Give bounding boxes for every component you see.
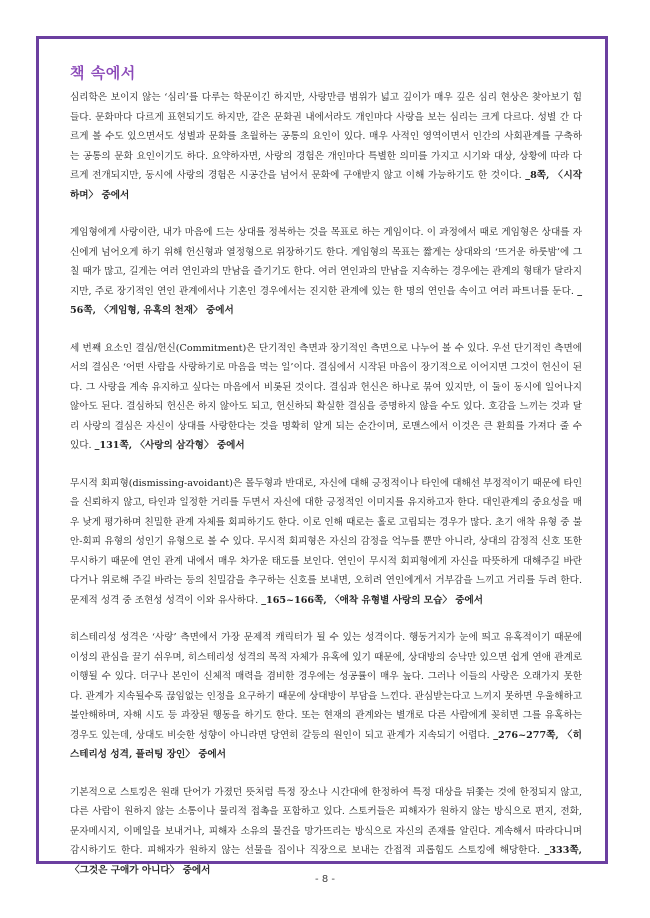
section-title: 책 속에서 <box>70 64 136 82</box>
excerpt-body: 세 번째 요소인 결심/헌신(Commitment)은 단기적인 측면과 장기적인 측면으로 나누어 볼 수 있다. 우선 단기적인 측면에서의 결심은 ‘어떤 사람을 사랑하기로 마음을 먹는 일’이다. 결심에서 시작된 마음이 장기적으로 이어지면 그것이 헌신이 된다. 그 사랑을 계속 유지하고 싶다는 마음에서 비롯된 것이다. 결심과 헌신은 하나로 묶여 있지만, 이 둘이 동시에 일어나지 않아도 된다. 결심하되 헌신은 하지 않아도 되고, 헌신하되 확실한 결심을 증명하지 않을 수도 있다. 호감을 느끼는 것과 달리 사랑의 결심은 자신이 상대를 사랑한다는 것을 명확히 알게 되는 순간이며, 로맨스에서 이것은 큰 환희를 가져다 줄 수 있다. <box>70 342 582 451</box>
excerpt-citation: _276~277쪽, 〈히스테리성 성격, 플러팅 장인〉 중에서 <box>70 729 582 760</box>
excerpt-body: 무시적 회피형(dismissing-avoidant)은 몰두형과 반대로, 자신에 대해 긍정적이나 타인에 대해선 부정적이기 때문에 타인을 신뢰하지 않고, 타인과 일정한 거리를 두면서 자신에 대한 긍정적인 이미지를 유지하고자 한다. 대인관계의 중요성을 매우 낮게 평가하며 친밀한 관계 자체를 회피하기도 한다. 이로 인해 때로는 홀로 고립되는 경우가 많다. 초기 애착 유형 중 불안-회피 유형의 성인기 유형으로 볼 수 있다. 무시적 회피형은 자신의 감정을 억누를 뿐만 아니라, 상대의 감정적 신호 또한 무시하기 때문에 연인 관계 내에서 매우 차가운 태도를 보인다. 연인이 무시적 회피형에게 자신을 따뜻하게 대해주길 바란다거나 위로해 주길 바라는 등의 친밀감을 추구하는 신호를 보내면, 오히려 연인에게서 거부감을 느끼고 거리를 두려 한다. 문제적 성격 중 조현성 성격이 이와 유사하다. <box>70 477 582 606</box>
excerpt-body: 심리학은 보이지 않는 ‘심리’를 다루는 학문이긴 하지만, 사랑만큼 범위가 넓고 깊이가 매우 깊은 심리 현상은 찾아보기 힘들다. 문화마다 다르게 표현되기도 하지만, 같은 문화권 내에서라도 개인마다 사랑을 보는 심리는 크게 다르다. 성별 간 다르게 볼 수도 있으면서도 성별과 문화를 초월하는 공통의 요인이 있다. 매우 사적인 영역이면서 인간의 사회관계를 구축하는 공통의 문화 요인이기도 하다. 요약하자면, 사랑의 경험은 개인마다 특별한 의미를 가지고 시기와 대상, 상황에 따라 다르게 전개되지만, 동시에 사랑의 경험은 시공간을 넘어서 문화에 구애받지 않고 이해 가능하기도 한 것이다. <box>70 92 582 181</box>
excerpt-body: 게임형에게 사랑이란, 내가 마음에 드는 상대를 정복하는 것을 목표로 하는 게임이다. 이 과정에서 때로 게임형은 상대를 자신에게 넘어오게 하기 위해 헌신형과 열정형으로 위장하기도 한다. 게임형의 목표는 짧게는 상대와의 ‘뜨거운 하룻밤’에 그칠 때가 많고, 길게는 여러 연인과의 만남을 즐기기도 한다. 여러 연인과의 만남을 지속하는 경우에는 관계의 형태가 달라지지만, 주로 장기적인 연인 관계에서나 기혼인 경우에서는 진지한 관계에 있는 한 명의 연인을 속이고 여러 파트너를 둔다. <box>70 227 582 297</box>
excerpt-citation: _56쪽, 〈게임형, 유혹의 천재〉 중에서 <box>70 285 582 316</box>
excerpt-paragraph-4 <box>70 474 582 611</box>
page-number: - 8 - <box>315 874 335 885</box>
excerpt-list <box>70 88 582 880</box>
excerpt-body: 기본적으로 스토킹은 원래 단어가 가졌던 뜻처럼 특정 장소나 시간대에 한정하여 특정 대상을 뒤쫓는 것에 한정되지 않고, 다른 사람이 원하지 않는 소통이나 물리적 접촉을 포함하고 있다. 스토커들은 피해자가 원하지 않는 방식으로 편지, 전화, 문자메시지, 이메일을 보내거나, 피해자 소유의 물건을 망가뜨리는 방식으로 자신의 존재를 알린다. 계속해서 따라다니며 감시하기도 한다. 피해자가 원하지 않는 선물을 집이나 직장으로 보내는 간접적 괴롭힘도 스토킹에 해당한다. <box>70 786 582 856</box>
excerpt-body: 히스테리성 성격은 ‘사랑’ 측면에서 가장 문제적 캐릭터가 될 수 있는 성격이다. 행동거지가 눈에 띄고 유혹적이기 때문에 이성의 관심을 끌기 쉬우며, 히스테리성 성격의 목적 자체가 유혹에 있기 때문에, 상대방의 승낙만 있으면 쉽게 연애 관계로 이행될 수 있다. 더구나 본인이 신체적 매력을 겸비한 경우에는 성공률이 매우 높다. 그러나 이들의 사랑은 오래가지 못한다. 관계가 지속될수록 끊임없는 인정을 요구하기 때문에 상대방이 부담을 느낀다. 관심받는다고 느끼지 못하면 우울해하고 불안해하며, 자해 시도 등 과장된 행동을 하기도 한다. 또는 현재의 관계와는 별개로 다른 사람에게 꽂히면 그를 유혹하는 경우도 있는데, 상대도 비슷한 성향이 아니라면 당연히 갈등의 원인이 되고 관계가 지속되기 어렵다. <box>70 632 582 741</box>
excerpt-paragraph-3 <box>70 339 582 456</box>
excerpt-citation: _333쪽, 〈그것은 구애가 아니다〉 중에서 <box>70 845 582 876</box>
excerpt-paragraph-6 <box>70 783 582 881</box>
excerpt-paragraph-2 <box>70 223 582 321</box>
excerpt-citation: _8쪽, 〈시작하며〉 중에서 <box>70 170 582 201</box>
excerpt-citation: _131쪽, 〈사랑의 삼각형〉 중에서 <box>94 440 245 451</box>
excerpt-paragraph-5 <box>70 628 582 765</box>
excerpt-paragraph-1 <box>70 88 582 205</box>
excerpt-citation: _165~166쪽, 〈애착 유형별 사랑의 모습〉 중에서 <box>261 594 484 606</box>
